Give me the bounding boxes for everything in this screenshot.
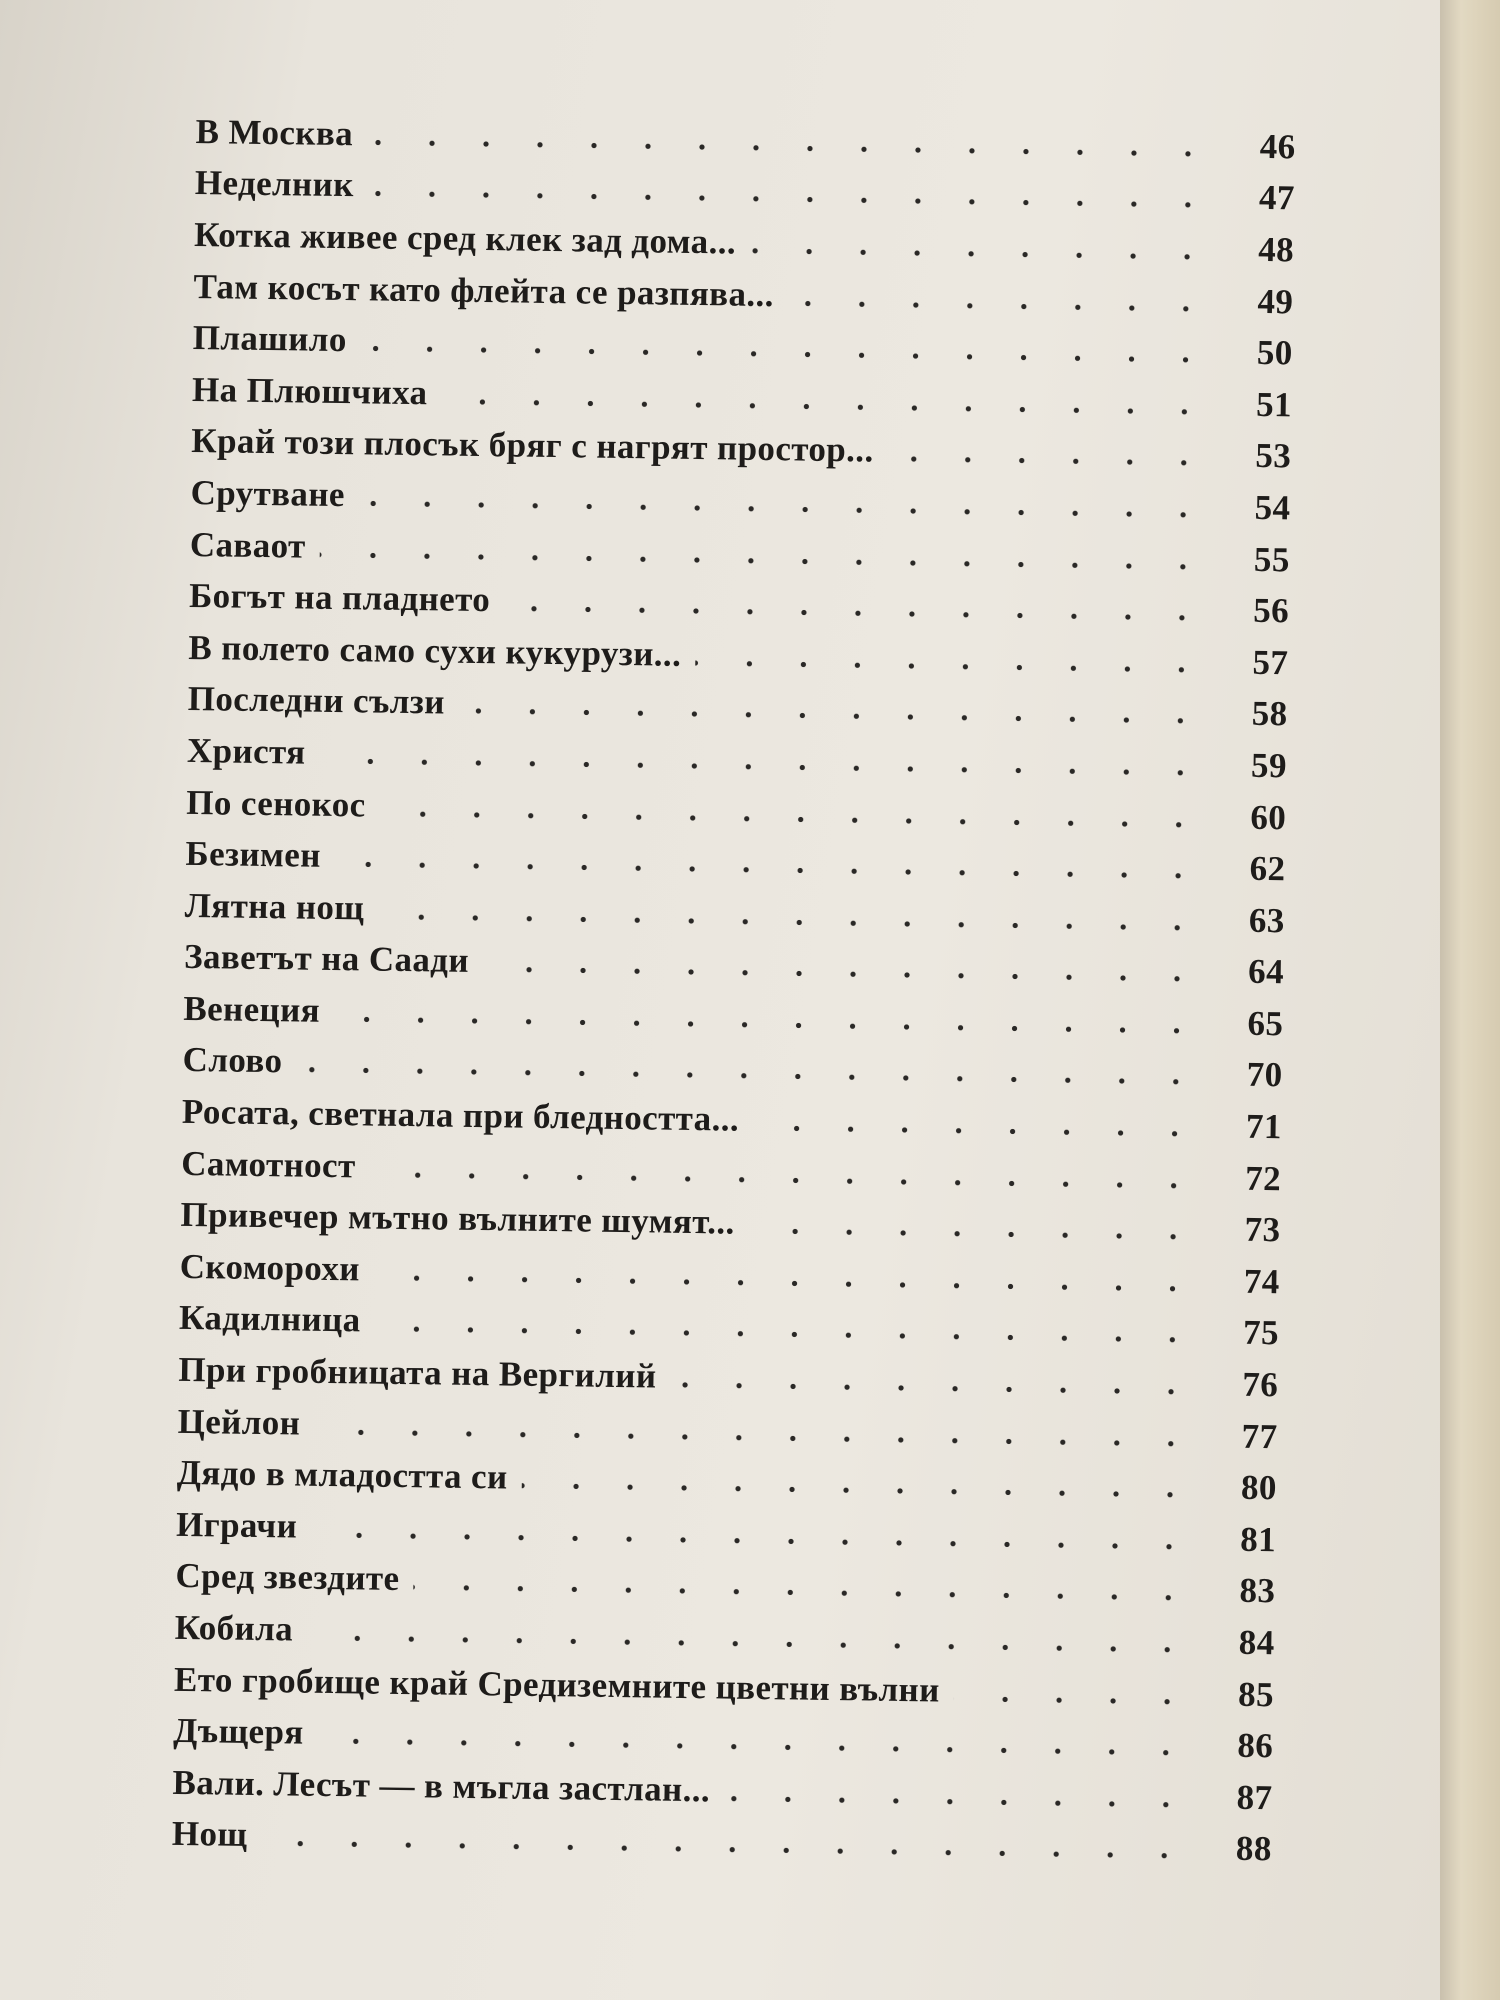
toc-entry-title: Христя	[186, 730, 306, 772]
toc-entry-title: Ето гробище край Средиземните цветни вълни	[173, 1659, 940, 1710]
dot-leader	[319, 756, 1207, 778]
toc-entry-title: Самотност	[180, 1143, 356, 1186]
dot-leader	[361, 343, 1213, 365]
dot-leader	[367, 137, 1216, 159]
toc-entry-title: Венеция	[183, 988, 321, 1030]
dot-leader	[413, 1583, 1195, 1604]
toc-entry-page-number: 77	[1241, 1416, 1278, 1456]
dot-leader	[319, 549, 1209, 571]
dot-leader	[504, 603, 1209, 623]
toc-entry-page-number: 54	[1254, 487, 1291, 528]
dot-leader	[521, 1481, 1196, 1500]
toc-entry-title: Слово	[182, 1040, 283, 1081]
dot-leader	[887, 454, 1211, 469]
dot-leader	[369, 1169, 1201, 1191]
toc-entry-page-number: 85	[1237, 1674, 1275, 1714]
toc-entry-page-number: 49	[1257, 281, 1294, 321]
dot-leader	[335, 859, 1206, 881]
toc-entry-title: Играчи	[175, 1504, 298, 1546]
toc-entry-title: Саваот	[189, 524, 306, 566]
dot-leader	[374, 1272, 1200, 1294]
toc-entry-page-number: 58	[1251, 694, 1288, 734]
toc-entry-page-number: 83	[1239, 1571, 1276, 1611]
dot-leader	[954, 1693, 1194, 1706]
toc-entry-page-number: 73	[1244, 1210, 1281, 1250]
page-edge	[1440, 0, 1500, 2000]
dot-leader	[459, 706, 1208, 726]
dot-leader	[359, 498, 1211, 520]
dot-leader	[670, 1380, 1198, 1397]
toc-entry-page-number: 55	[1253, 539, 1291, 579]
toc-entry-page-number: 75	[1242, 1313, 1280, 1353]
dot-leader	[307, 1633, 1195, 1655]
toc-entry-title: Цейлон	[177, 1401, 301, 1443]
toc-entry-page-number: 84	[1238, 1622, 1275, 1663]
dot-leader	[441, 396, 1212, 417]
toc-entry-title: Безимен	[185, 834, 322, 875]
toc-entry-title: Привечер мътно вълните шумят...	[180, 1195, 735, 1242]
toc-entry-page-number: 60	[1250, 797, 1287, 837]
toc-entry-title: Срутване	[190, 472, 346, 515]
toc-entry-page-number: 86	[1237, 1725, 1274, 1766]
toc-entry-title: В полето само сухи кукурузи...	[188, 627, 682, 674]
toc-entry-title: Нощ	[171, 1814, 248, 1855]
toc-entry-page-number: 76	[1242, 1364, 1279, 1405]
toc-entry-title: Дядо в младостта си	[176, 1453, 508, 1497]
dot-leader	[378, 911, 1205, 933]
dot-leader	[724, 1793, 1193, 1810]
toc-entry-title: Росата, светнала при бледността...	[181, 1091, 740, 1139]
dot-leader	[334, 1014, 1203, 1036]
toc-entry-page-number: 56	[1252, 590, 1290, 631]
dot-leader	[374, 1324, 1199, 1346]
toc-entry-title: Дъщеря	[173, 1711, 304, 1752]
toc-entry-title: Лятна нощ	[184, 885, 365, 928]
dot-leader	[483, 964, 1204, 984]
dot-leader	[296, 1065, 1202, 1088]
toc-entry-title: Там косът като флейта се разпява...	[193, 266, 775, 314]
toc-entry-title: По сенокос	[186, 782, 366, 824]
toc-entry-page-number: 53	[1255, 436, 1292, 476]
table-of-contents	[172, 106, 1296, 1875]
toc-entry-title: Скоморохи	[179, 1246, 361, 1289]
toc-entry-page-number: 48	[1258, 229, 1295, 270]
toc-entry-page-number: 81	[1240, 1519, 1277, 1560]
toc-entry-page-number: 46	[1259, 126, 1296, 167]
toc-entry-title: Кобила	[174, 1607, 294, 1649]
toc-entry-title: Кадилница	[178, 1298, 361, 1340]
toc-entry-title: Неделник	[194, 163, 355, 205]
toc-entry-page-number: 80	[1240, 1467, 1278, 1508]
toc-entry-title: Край този плосък бряг с нагрят простор...	[191, 421, 874, 470]
dot-leader	[748, 1226, 1200, 1242]
toc-entry-page-number: 62	[1249, 848, 1286, 889]
toc-entry-page-number: 65	[1247, 1003, 1284, 1044]
toc-entry-title: На Плюшчиха	[191, 369, 428, 413]
toc-entry-page-number: 59	[1250, 745, 1288, 786]
toc-entry-page-number: 70	[1246, 1055, 1283, 1095]
dot-leader	[314, 1426, 1197, 1448]
dot-leader	[379, 808, 1206, 830]
toc-entry-page-number: 51	[1255, 384, 1293, 425]
toc-entry-page-number: 50	[1256, 333, 1293, 373]
toc-entry-title: Сред звездите	[175, 1556, 400, 1599]
toc-entry-title: Последни сълзи	[187, 679, 446, 722]
toc-entry-title: Плашило	[192, 318, 348, 360]
toc-entry-title: Котка живее сред клек зад дома...	[193, 214, 737, 262]
toc-entry-page-number: 87	[1236, 1777, 1273, 1817]
toc-entry-page-number: 74	[1243, 1261, 1280, 1302]
toc-entry-page-number: 71	[1245, 1106, 1283, 1147]
dot-leader	[368, 189, 1215, 211]
dot-leader	[750, 246, 1214, 262]
toc-entry-page-number: 47	[1258, 178, 1296, 218]
dot-leader	[695, 658, 1208, 675]
toc-entry-page-number: 88	[1235, 1829, 1273, 1869]
toc-entry-title: В Москва	[195, 111, 354, 153]
toc-entry-page-number: 57	[1252, 642, 1289, 683]
toc-entry-page-number: 63	[1248, 900, 1286, 940]
dot-leader	[261, 1838, 1192, 1861]
toc-entry-title: Богът на пладнето	[188, 576, 491, 620]
toc-entry-page-number: 72	[1245, 1158, 1282, 1198]
toc-entry-title: Заветът на Саади	[183, 937, 470, 981]
dot-leader	[311, 1530, 1196, 1552]
dot-leader	[317, 1736, 1193, 1758]
toc-entry-title: При гробницата на Вергилий	[178, 1349, 657, 1396]
dot-leader	[753, 1123, 1202, 1139]
toc-entry-page-number: 64	[1247, 952, 1285, 992]
dot-leader	[788, 298, 1214, 314]
toc-entry-title: Вали. Лесът — в мъгла застлан...	[172, 1762, 711, 1810]
